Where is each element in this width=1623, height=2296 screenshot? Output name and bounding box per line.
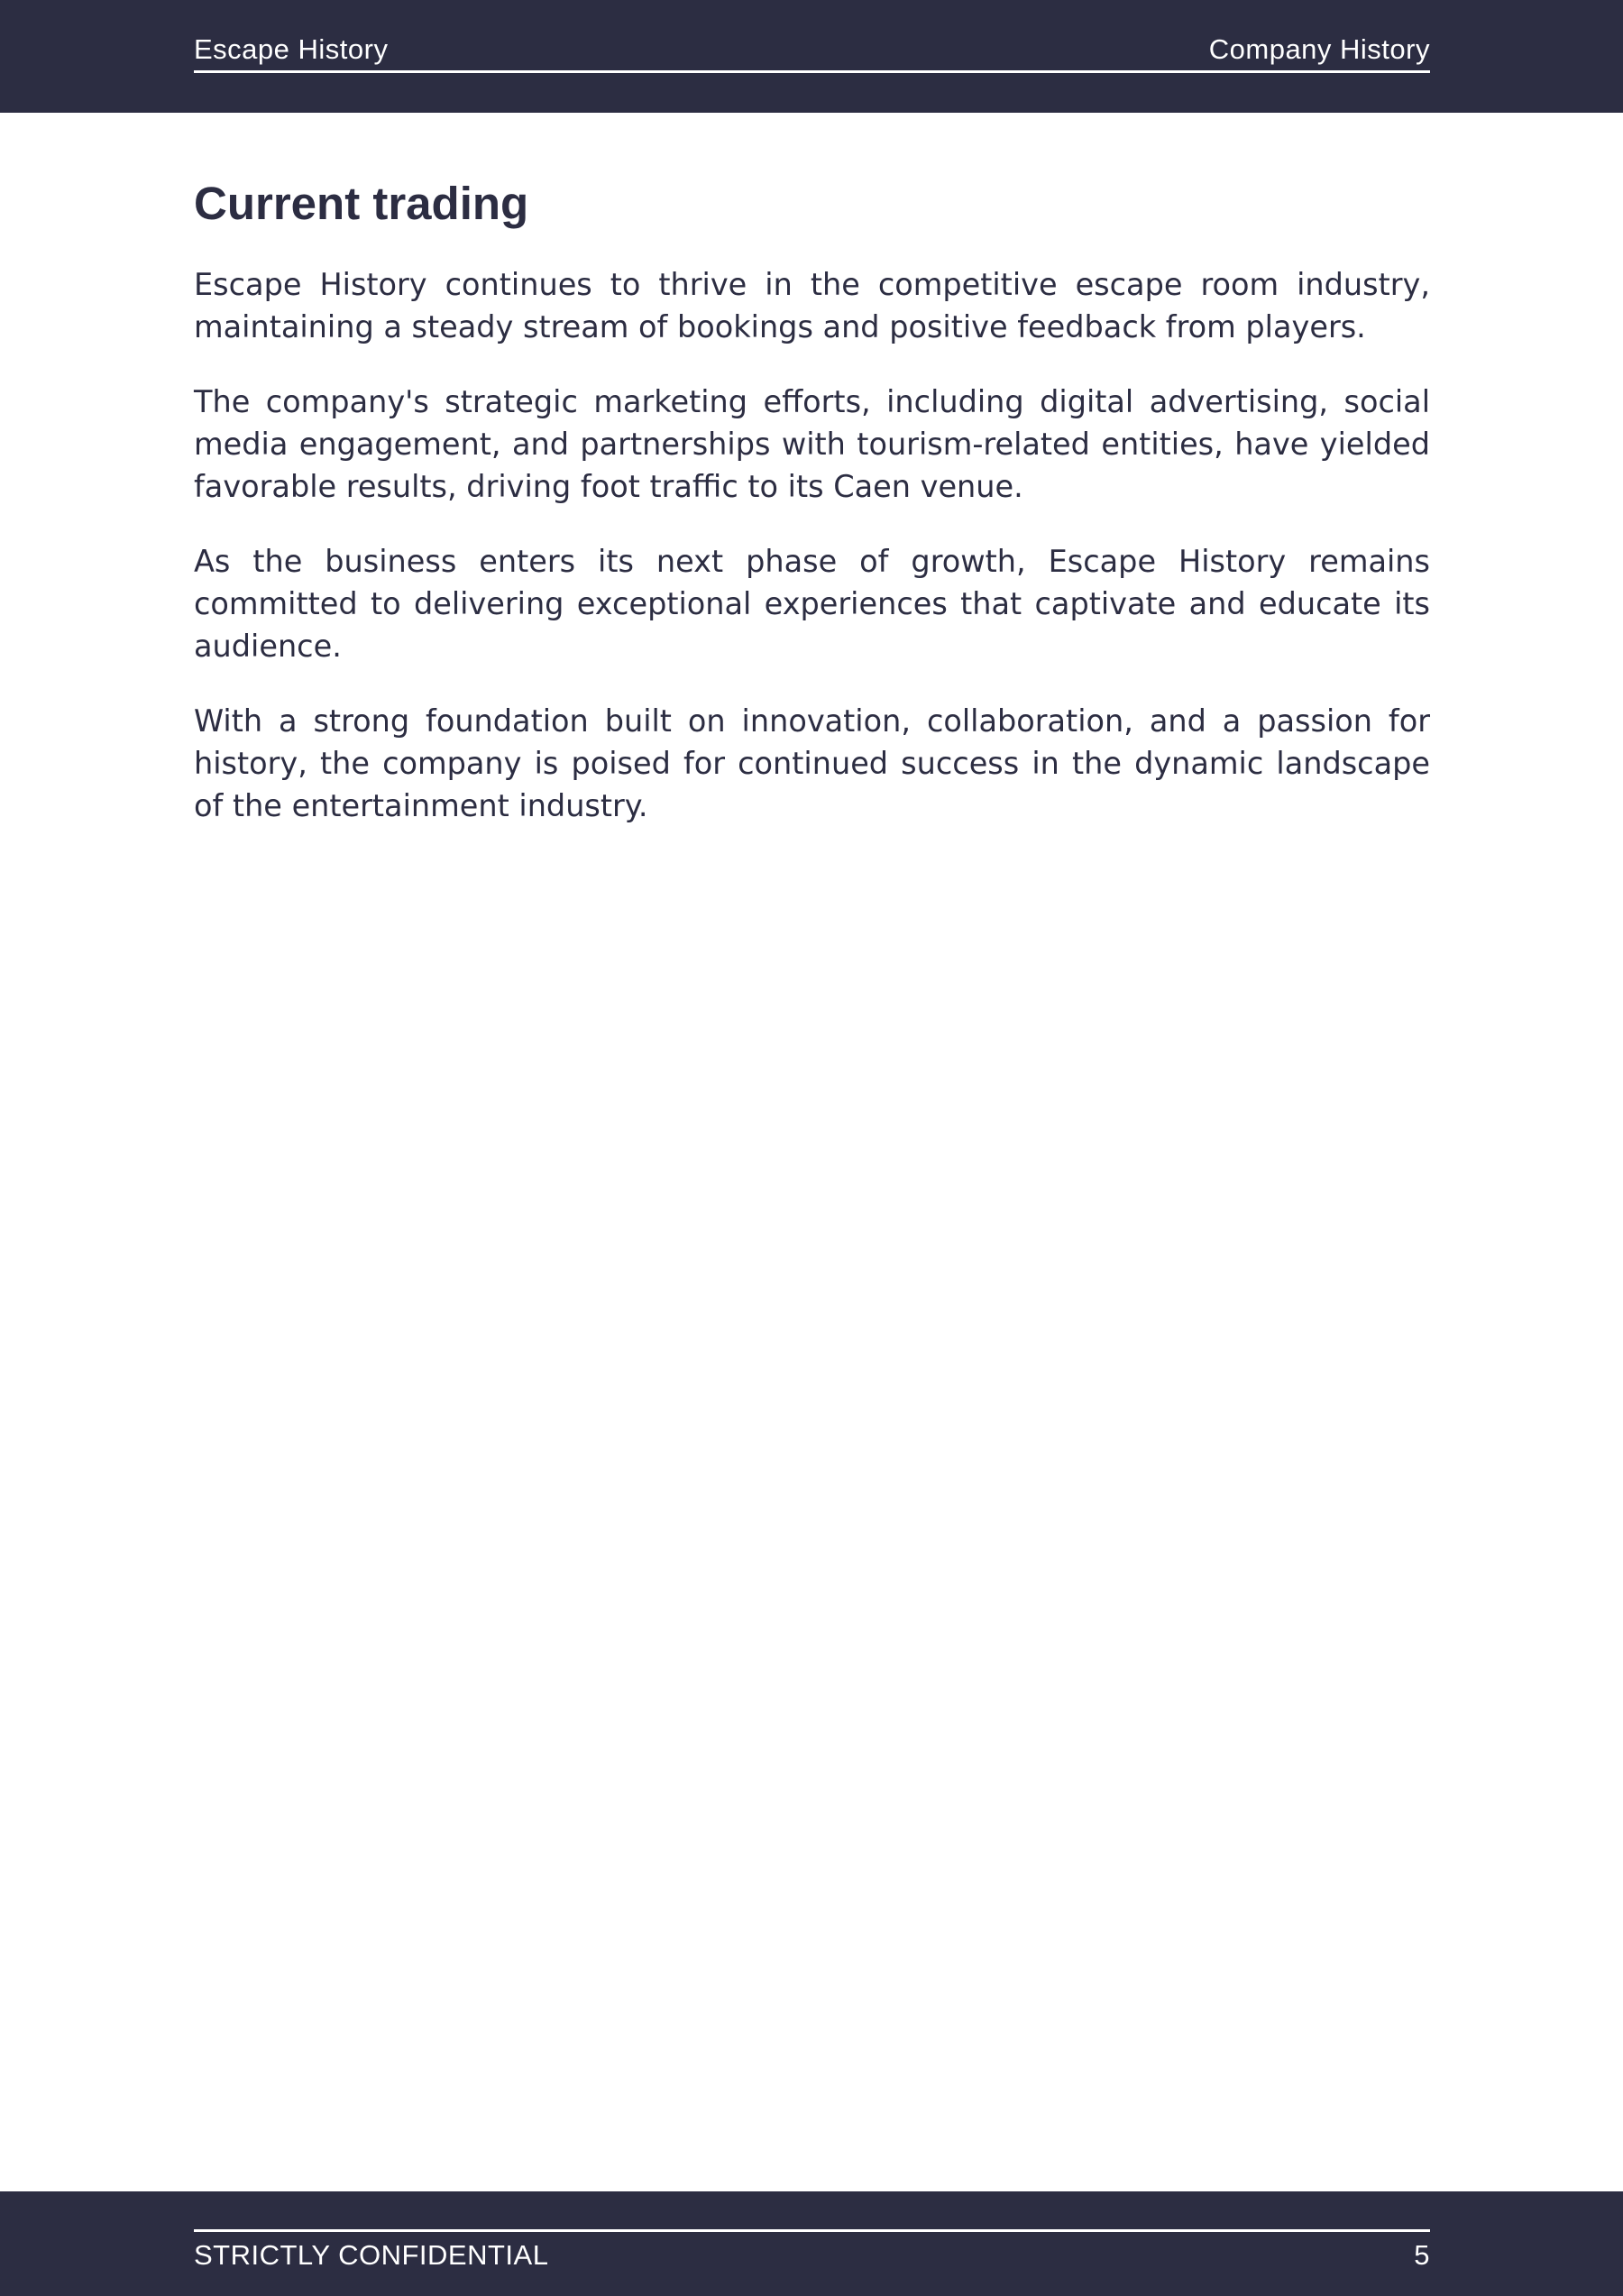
paragraph: As the business enters its next phase of growth, Escape History remains committed to delivering exceptional experiences that captivate and educate its audience. xyxy=(194,544,1430,664)
paragraph: With a strong foundation built on innovation, collaboration, and a passion for history, the company is poised for continued success in the dynamic landscape of the entertainment industry. xyxy=(194,703,1430,823)
section-title: Current trading xyxy=(194,178,529,229)
page-header xyxy=(0,0,1623,113)
page-footer xyxy=(0,2191,1623,2296)
paragraph: The company's strategic marketing efforts, including digital advertising, social media engagement, and partnerships with tourism-related entities, have yielded favorable results, driving foot traffic to its Caen venue. xyxy=(194,384,1430,504)
header-section-name: Company History xyxy=(1208,33,1430,65)
footer-rule xyxy=(194,2229,1430,2272)
confidential-label: STRICTLY CONFIDENTIAL xyxy=(194,2239,549,2271)
page-content xyxy=(194,171,1430,859)
paragraph: Escape History continues to thrive in the competitive escape room industry, maintaining a steady stream of bookings and positive feedback from players. xyxy=(194,267,1430,344)
header-rule xyxy=(194,34,1430,73)
page-number: 5 xyxy=(1414,2239,1430,2271)
header-company-name: Escape History xyxy=(194,33,389,65)
